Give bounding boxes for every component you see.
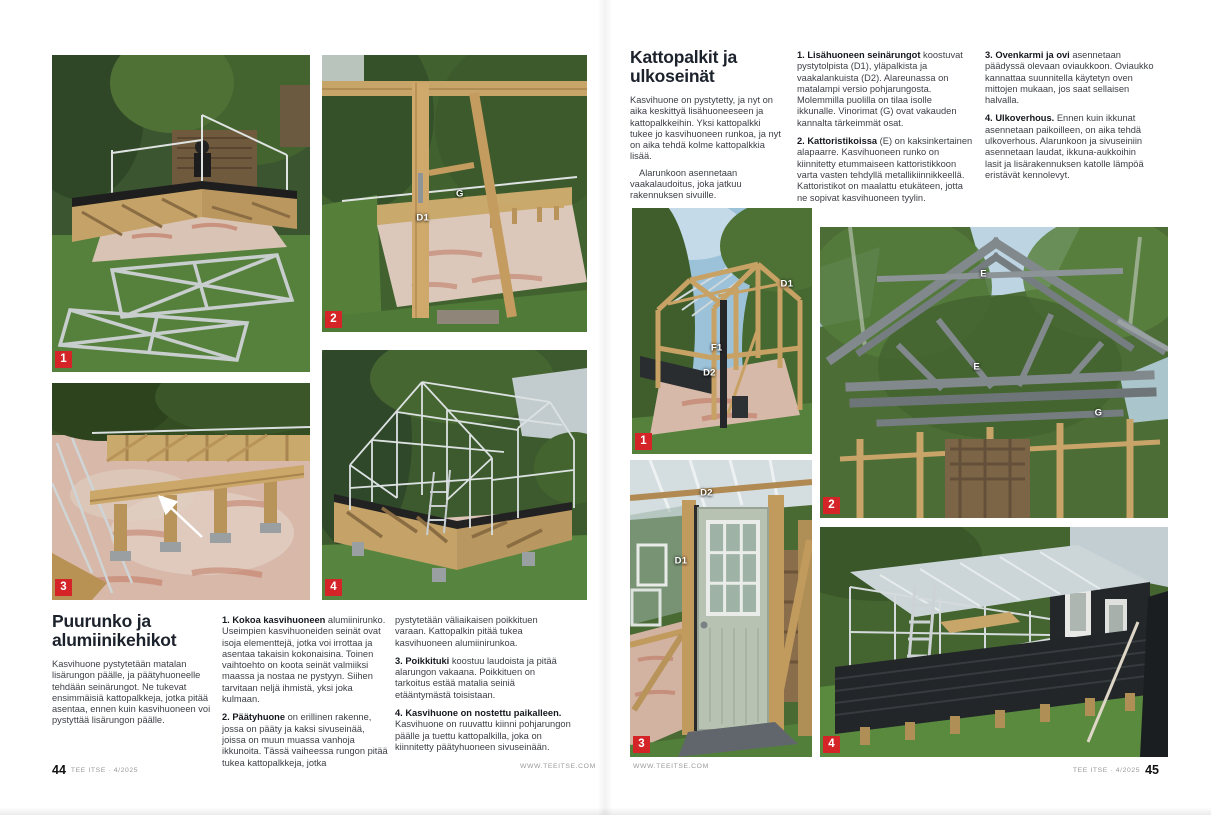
website-label: WWW.TEEITSE.COM xyxy=(520,763,596,770)
article-intro: Kasvihuone on pystytetty, ja nyt on aika keskittyä lisähuoneeseen ja kattopalkkeihin. Yksi kattopalkki tukee jo kasvihuoneen runkoa, ja nyt on aika tehdä kolme kattopalkkia lisää. xyxy=(630,95,781,162)
photo-number-badge: 2 xyxy=(325,311,342,328)
part-label-D1: D1 xyxy=(780,278,794,290)
photo-number-badge: 3 xyxy=(633,736,650,753)
step-text: asennetaan päädyssä olevaan oviaukkoon. Oviaukko kannattaa suunnitella käytetyn oven mittojen mukaan, jos saat sellaisen halvalla. xyxy=(985,50,1154,106)
step-item xyxy=(395,656,571,701)
article-right xyxy=(630,48,782,207)
photo-illustration xyxy=(322,350,587,600)
step-item xyxy=(985,50,1155,106)
article-left xyxy=(52,612,214,732)
page-gutter xyxy=(598,0,612,815)
photo-base-frame-and-panels xyxy=(52,55,310,372)
photo-illustration xyxy=(632,208,812,454)
step-lead: 1. Kokoa kasvihuoneen xyxy=(222,615,326,625)
part-label-D1: D1 xyxy=(416,212,429,224)
step-text: on erillinen rakenne, jossa on pääty ja kaksi sivuseinää, joissa on muun muassa vanhoja ikkunoita. Tässä vaiheessa rungon pitää tukea kattopalkkeja, jotka xyxy=(222,712,388,768)
footer-left-url xyxy=(520,763,596,770)
step-lead: 3. Ovenkarmi ja ovi xyxy=(985,50,1070,60)
photo-door-installed xyxy=(630,460,812,757)
page-bottom-edge xyxy=(0,807,1211,815)
step-lead: 2. Päätyhuone xyxy=(222,712,286,723)
photo-black-cladding xyxy=(820,527,1168,757)
step-text: koostuvat pystytolpista (D1), yläpalkista ja vaakalankuista (D2). Alareunassa on matalampi versio pohjarungosta. Molemmilla puolilla on tilaa isolle ikkunalle. Vinorimat (G) ovat vakauden kannalta tärkeimmät osat. xyxy=(797,50,963,128)
article-intro: Kasvihuone pystytetään matalan lisärungon päälle, ja päätyhuoneelle tehdään seinärungot. Ne tukevat ensimmäisiä kattopalkkeja, jotka pitää asentaa, ennen kuin kasvihuoneen voi pystyttää lisärungon päälle. xyxy=(52,659,211,726)
step-item xyxy=(985,113,1155,181)
issue-label: TEE ITSE · 4/2025 xyxy=(70,767,139,774)
part-label-F1: F1 xyxy=(710,342,723,354)
step-item xyxy=(222,615,390,705)
step-text: alumiinirunko. Useimpien kasvihuoneiden seinät ovat isoja elementtejä, jotka voi irrottaa ja asentaa takaisin kokonaisina. Toinen vaihtoehto on koota seinät valmiiksi maassa ja nostaa ne pystyyn. Siihen tarvitaan neljä ihmistä, yksi joka kulmaan. xyxy=(222,615,386,705)
step-lead: 4. Kasvihuone on nostettu paikalleen. xyxy=(395,708,562,719)
steps-column-1 xyxy=(222,615,390,776)
article-title xyxy=(630,48,782,86)
part-label-G: G xyxy=(456,188,464,199)
photo-number-badge: 3 xyxy=(55,579,72,596)
page-number: 45 xyxy=(1145,763,1159,777)
photo-illustration xyxy=(820,527,1168,757)
footer-left xyxy=(52,763,143,777)
article-title-line2: alumiinikehikot xyxy=(52,630,177,650)
step-text: Ennen kuin ikkunat asennetaan paikoilleen, on aika tehdä ulkoverhous. Alarunkoon ja sivuseiniin asennetaan laudat, ikkuna-aukkoihin lasit ja lisärakennuksen katolle lämpöä eristävät kennolevyt. xyxy=(985,113,1144,180)
photo-end-post-brace xyxy=(322,55,587,332)
step-lead: 3. Poikkituki xyxy=(395,655,450,666)
step-text: pystytetään väliaikaisen poikkituen varaan. Kattopalkin pitää tukea kasvihuoneen alumiinirunkoa. xyxy=(395,615,538,648)
step-item xyxy=(797,136,973,204)
step-item xyxy=(395,615,571,649)
part-label-G: G xyxy=(1094,407,1103,419)
step-item xyxy=(222,712,390,768)
article-title-line1: Puurunko ja xyxy=(52,611,151,631)
photo-number-badge: 1 xyxy=(55,351,72,368)
part-label-D2: D2 xyxy=(700,487,713,499)
step-lead: 1. Lisähuoneen seinärungot xyxy=(797,50,921,60)
website-label: WWW.TEEITSE.COM xyxy=(633,763,709,770)
part-label-D1: D1 xyxy=(674,555,688,567)
steps-column-2 xyxy=(395,615,571,760)
photo-roof-trusses xyxy=(820,227,1168,518)
photo-platform-beam xyxy=(52,383,310,600)
photo-illustration xyxy=(52,55,310,372)
part-label-D2: D2 xyxy=(703,367,716,379)
footer-right-url xyxy=(633,763,709,770)
photo-illustration xyxy=(52,383,310,600)
article-title-line1: Kattopalkit ja xyxy=(630,47,738,67)
article-intro-continued: Alarunkoon asennetaan vaakalaudoitus, joka jatkuu rakennuksen sivuille. xyxy=(630,167,742,201)
step-item xyxy=(797,50,973,129)
photo-number-badge: 2 xyxy=(823,497,840,514)
footer-right xyxy=(1068,763,1159,777)
step-text: Kasvihuone on ruuvattu kiinni pohjarungon päälle ja tuettu kattopalkilla, joka on kiinnitetty päätyhuoneen sivuseinään. xyxy=(395,719,571,752)
part-label-E: E xyxy=(973,361,980,373)
steps-column-3 xyxy=(797,50,973,211)
photo-greenhouse-erected xyxy=(322,350,587,600)
part-label-E: E xyxy=(980,268,987,280)
photo-number-badge: 1 xyxy=(635,433,652,450)
step-text: (E) on kaksinkertainen alapaarre. Kasvihuoneen runko on kiinnitetty etummaiseen kattoristikkoon varta vasten tehdyllä metallikiinnikkeellä. Kattoristikot on maalattu etukäteen, jotta ne sopivat kasvihuoneen tyylin. xyxy=(797,136,973,203)
step-text: koostuu laudoista ja pitää alarungon vakaana. Poikkituen on tarkoitus estää matalia seiniä etääntymästä toisistaan. xyxy=(395,655,557,700)
page-number: 44 xyxy=(52,763,66,777)
issue-label: TEE ITSE · 4/2025 xyxy=(1072,767,1141,774)
photo-number-badge: 4 xyxy=(823,736,840,753)
photo-number-badge: 4 xyxy=(325,579,342,596)
step-item xyxy=(395,708,571,753)
article-title xyxy=(52,612,214,650)
photo-illustration xyxy=(630,460,812,757)
photo-wall-frames xyxy=(632,208,812,454)
photo-illustration xyxy=(820,227,1168,518)
photo-illustration xyxy=(322,55,587,332)
step-lead: 4. Ulkoverhous. xyxy=(985,113,1055,124)
article-title-line2: ulkoseinät xyxy=(630,66,715,86)
step-lead: 2. Kattoristikoissa xyxy=(797,136,878,147)
steps-column-4 xyxy=(985,50,1155,188)
